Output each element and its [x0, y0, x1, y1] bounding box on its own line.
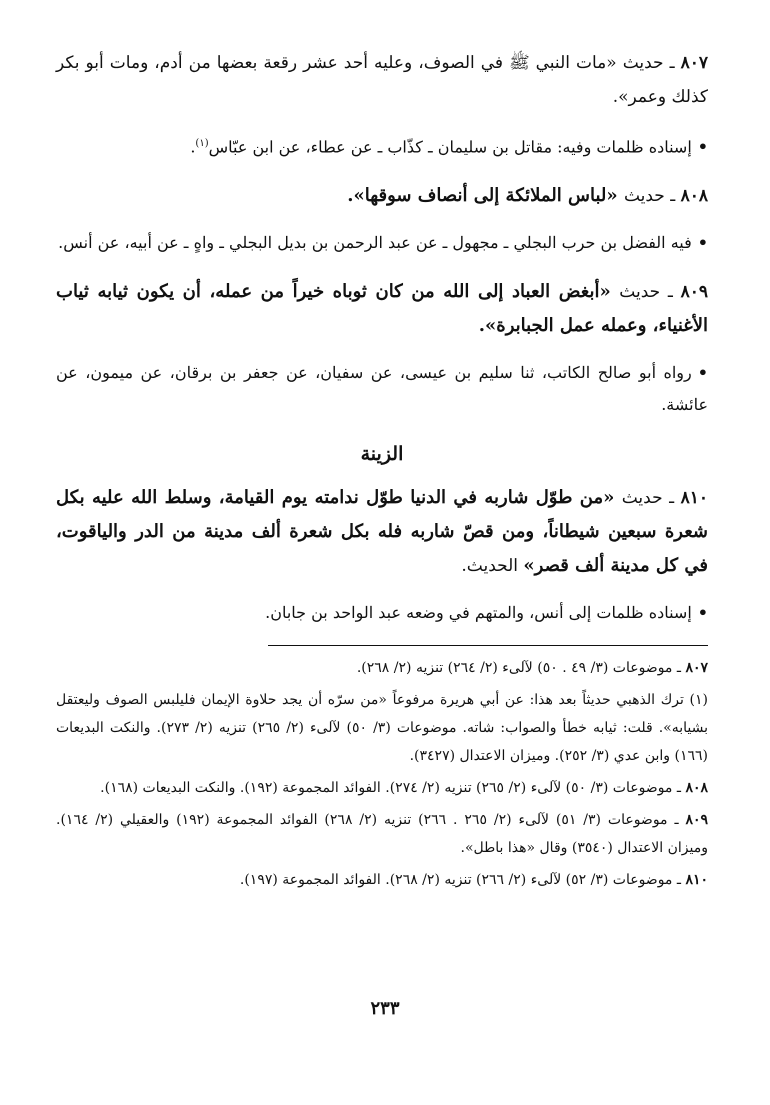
entry-label: حديث [621, 488, 663, 509]
footnote-text: ـ موضوعات (٣/ ٥٠) لآلىء (٢/ ٢٦٥) تنزيه (٢/ ٢٧٤). الفوائد المجموعة (١٩٢). والنكت البديعات (١٦٨). [100, 780, 686, 797]
entry-text: «من طوّل شاربه في الدنيا طوّل ندامته يوم القيامة، وسلط الله عليه بكل شعرة سبعين شيطاناً، ومن قصّ شاربه فله بكل شعرة ألف مدينة من الدر والياقوت، في كل مدينة ألف قصر» [56, 487, 708, 577]
footnote-810 [56, 866, 708, 894]
entry-text: «مات النبي ﷺ في الصوف، وعليه أحد عشر رقعة بعضها من أدم، ومات أبو بكر كذلك وعمر». [56, 53, 708, 107]
hadith-entry-809 [56, 275, 708, 343]
footnote-number: ٨٠٧ [685, 660, 708, 677]
footnote-number: ٨٠٩ [685, 812, 709, 829]
footnote-809 [56, 806, 708, 862]
footnote-number: (١) [689, 692, 708, 709]
entry-number: ٨٠٨ [680, 186, 708, 207]
footnote-text: ـ موضوعات (٣/ ٤٩ . ٥٠) لآلىء (٢/ ٢٦٤) تنزيه (٢/ ٢٦٨). [356, 660, 686, 677]
entry-label: حديث [623, 186, 665, 207]
document-page [56, 46, 708, 898]
entry-note-809 [56, 357, 708, 421]
footnote-number: ٨١٠ [685, 872, 708, 889]
entry-tail: الحديث. [461, 556, 524, 577]
footnote-number: ٨٠٨ [685, 780, 708, 797]
note-text: إسناده ظلمات إلى أنس، والمتهم في وضعه عبد الواحد بن جابان. [265, 603, 692, 623]
footnote-divider [268, 645, 708, 646]
footnote-808 [56, 774, 708, 802]
entry-text: «لباس الملائكة إلى أنصاف سوقها». [347, 185, 624, 207]
footnote-807 [56, 654, 708, 682]
entry-note-810 [56, 597, 708, 629]
footnote-ref: (١) [195, 138, 209, 149]
page-number: ٢٣٣ [370, 998, 400, 1019]
entry-dash: ـ [664, 186, 681, 207]
hadith-entry-807 [56, 46, 708, 114]
entry-dash: ـ [662, 488, 681, 509]
entry-note-807 [56, 128, 708, 163]
bullet-icon: • [697, 603, 708, 623]
footnotes [56, 654, 708, 894]
entry-label: حديث [622, 53, 664, 73]
entry-number: ٨١٠ [680, 488, 708, 509]
note-text: إسناده ظلمات وفيه: مقاتل بن سليمان ـ كذّاب ـ عن عطاء، عن ابن عبّاس [208, 137, 692, 157]
note-text: رواه أبو صالح الكاتب، ثنا سليم بن عيسى، عن سفيان، عن جعفر بن برقان، عن ميمون، عن عائشة. [56, 363, 708, 415]
footnote-1 [56, 686, 708, 770]
footnote-text: ترك الذهبي حديثاً بعد هذا: عن أبي هريرة مرفوعاً «من سرّه أن يجد حلاوة الإيمان فليلبس الصوف وليعتقل بشيابه». قلت: ثيابه خطأ والصواب: شاته. موضوعات (٣/ ٥٠) لآلىء (٢/ ٢٦٥) تنزيه (٢/ ٢٧٣). والنكت البديعات (١٦٦) وابن عدي (٣/ ٢٥٢). وميزان الاعتدال (٣٤٢٧). [56, 692, 708, 765]
footnote-text: ـ موضوعات (٣/ ٥٢) لآلىء (٢/ ٢٦٦) تنزيه (٢/ ٢٦٨). الفوائد المجموعة (١٩٧). [239, 872, 686, 889]
entry-text: «أبغض العباد إلى الله من كان ثوباه خيراً من عمله، أن يكون ثيابه ثياب الأغنياء، وعمله عمل الجبابرة». [56, 281, 708, 337]
entry-dash: ـ [660, 282, 681, 303]
bullet-icon: • [697, 137, 708, 157]
hadith-entry-810 [56, 481, 708, 583]
hadith-entry-808 [56, 179, 708, 213]
footnote-text: ـ موضوعات (٣/ ٥١) لآلىء (٢/ ٢٦٥ . ٢٦٦) تنزيه (٢/ ٢٦٨) الفوائد المجموعة (١٩٢) والعقيلي (٢/ ١٦٤). وميزان الاعتدال (٣٥٤٠) وقال «هذا باطل». [56, 812, 708, 857]
bullet-icon: • [697, 233, 708, 253]
note-end: . [190, 137, 196, 157]
entry-number: ٨٠٧ [680, 53, 708, 73]
section-title: الزينة [360, 443, 404, 466]
note-text: فيه الفضل بن حرب البجلي ـ مجهول ـ عن عبد الرحمن بن بديل البجلي ـ واهٍ ـ عن أبيه، عن أنس. [58, 233, 692, 253]
entry-label: حديث [619, 282, 661, 303]
entry-number: ٨٠٩ [680, 282, 708, 303]
entry-dash: ـ [663, 53, 681, 73]
entry-note-808 [56, 227, 708, 259]
bullet-icon: • [697, 363, 708, 383]
